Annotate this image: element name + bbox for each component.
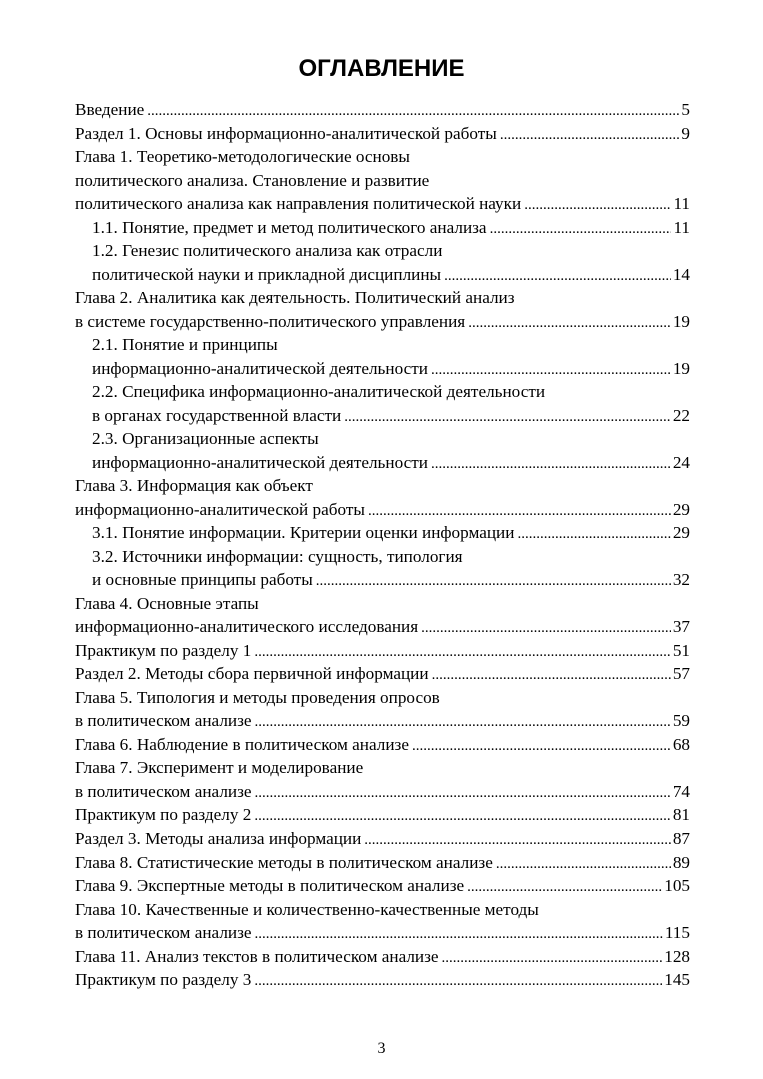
toc-page-number: 59 bbox=[672, 711, 690, 731]
dot-leader bbox=[432, 664, 671, 688]
toc-page-number: 11 bbox=[673, 194, 690, 214]
toc-entry-line: Глава 2. Аналитика как деятельность. Политический анализ bbox=[75, 288, 515, 308]
toc-entry[interactable] bbox=[75, 733, 690, 757]
toc-page-number: 22 bbox=[672, 405, 690, 425]
toc-entry[interactable] bbox=[75, 592, 690, 639]
toc-entry-title: Глава 8. Статистические методы в политическом анализе bbox=[75, 852, 493, 872]
dot-leader bbox=[344, 406, 671, 430]
toc-entry-title: Раздел 3. Методы анализа информации bbox=[75, 828, 362, 848]
toc-page-number: 89 bbox=[672, 852, 690, 872]
toc-page-number: 87 bbox=[672, 828, 690, 848]
toc-page-number: 9 bbox=[681, 123, 690, 143]
toc-entry-title: информационно-аналитической деятельности bbox=[92, 358, 428, 378]
toc-entry-line: 2.1. Понятие и принципы bbox=[92, 335, 278, 355]
toc-entry-title: в политическом анализе bbox=[75, 711, 252, 731]
dot-leader bbox=[316, 570, 671, 594]
toc-page-number: 24 bbox=[672, 452, 690, 472]
toc-page-number: 5 bbox=[681, 100, 690, 119]
toc-entry-line: Глава 1. Теоретико-методологические основы bbox=[75, 147, 410, 167]
toc-entry-title: и основные принципы работы bbox=[92, 570, 313, 590]
toc-page-number: 29 bbox=[672, 499, 690, 519]
toc-entry[interactable] bbox=[75, 333, 690, 380]
toc-page-number: 32 bbox=[672, 570, 690, 590]
toc-entry[interactable] bbox=[75, 98, 690, 122]
dot-leader bbox=[364, 829, 671, 853]
toc-entry-title: 3.1. Понятие информации. Критерии оценки информации bbox=[92, 523, 515, 543]
toc-entry[interactable] bbox=[75, 662, 690, 686]
toc-entry-title: Глава 6. Наблюдение в политическом анализе bbox=[75, 734, 409, 754]
toc-entry[interactable] bbox=[75, 474, 690, 521]
dot-leader bbox=[490, 218, 672, 242]
toc-page-number: 115 bbox=[664, 923, 690, 943]
toc-entry-line: Глава 7. Эксперимент и моделирование bbox=[75, 758, 364, 778]
toc-entry-line: 1.2. Генезис политического анализа как отрасли bbox=[92, 241, 443, 261]
toc-page-number: 74 bbox=[672, 781, 690, 801]
toc-entry-line: 2.3. Организационные аспекты bbox=[92, 429, 319, 449]
dot-leader bbox=[421, 617, 671, 641]
dot-leader bbox=[255, 782, 671, 806]
dot-leader bbox=[500, 124, 680, 148]
toc-page-number: 128 bbox=[664, 946, 690, 966]
toc-entry[interactable] bbox=[75, 380, 690, 427]
toc-page-number: 145 bbox=[664, 970, 690, 990]
dot-leader bbox=[147, 100, 679, 124]
dot-leader bbox=[254, 805, 670, 829]
toc-entry-title: в политическом анализе bbox=[75, 781, 252, 801]
toc-entry[interactable] bbox=[75, 545, 690, 592]
toc-page-number: 105 bbox=[664, 876, 690, 896]
toc-entry-title: политической науки и прикладной дисциплины bbox=[92, 264, 442, 284]
toc-entry-line: Глава 3. Информация как объект bbox=[75, 476, 313, 496]
toc-entry[interactable] bbox=[75, 521, 690, 545]
toc-entry[interactable] bbox=[75, 216, 690, 240]
toc-entry-title: информационно-аналитической работы bbox=[75, 499, 365, 519]
dot-leader bbox=[412, 735, 671, 759]
toc-entry-title: 1.1. Понятие, предмет и метод политического анализа bbox=[92, 217, 487, 237]
toc-page-number: 29 bbox=[672, 523, 690, 543]
toc-entry[interactable] bbox=[75, 803, 690, 827]
toc-entry[interactable] bbox=[75, 639, 690, 663]
toc-entry-title: Практикум по разделу 3 bbox=[75, 970, 252, 990]
dot-leader bbox=[468, 312, 671, 336]
toc-entry-line: 3.2. Источники информации: сущность, типология bbox=[92, 546, 463, 566]
toc-page-number: 19 bbox=[672, 311, 690, 331]
toc-entry-title: Практикум по разделу 1 bbox=[75, 640, 252, 660]
toc-entry-title: Глава 11. Анализ текстов в политическом анализе bbox=[75, 946, 439, 966]
toc-entry-line: Глава 5. Типология и методы проведения опросов bbox=[75, 687, 440, 707]
toc-page-number: 68 bbox=[672, 734, 690, 754]
dot-leader bbox=[255, 711, 671, 735]
toc-entry[interactable] bbox=[75, 945, 690, 969]
table-of-contents bbox=[75, 98, 690, 992]
toc-entry[interactable] bbox=[75, 286, 690, 333]
dot-leader bbox=[442, 947, 663, 971]
toc-entry-title: политического анализа как направления политической науки bbox=[75, 194, 522, 214]
toc-entry[interactable] bbox=[75, 968, 690, 992]
toc-entry-line: Глава 4. Основные этапы bbox=[75, 593, 259, 613]
toc-entry[interactable] bbox=[75, 145, 690, 216]
toc-entry[interactable] bbox=[75, 239, 690, 286]
toc-entry-title: в системе государственно-политического управления bbox=[75, 311, 466, 331]
page-title: ОГЛАВЛЕНИЕ bbox=[298, 55, 465, 82]
page-number: 3 bbox=[377, 1040, 386, 1057]
toc-entry[interactable] bbox=[75, 874, 690, 898]
toc-entry-line: Глава 10. Качественные и количественно-качественные методы bbox=[75, 899, 539, 919]
toc-entry[interactable] bbox=[75, 122, 690, 146]
dot-leader bbox=[496, 853, 671, 877]
toc-entry-title: в органах государственной власти bbox=[92, 405, 342, 425]
dot-leader bbox=[517, 523, 670, 547]
dot-leader bbox=[467, 876, 662, 900]
toc-entry-title: Введение bbox=[75, 100, 145, 119]
toc-entry-title: Глава 9. Экспертные методы в политическом анализе bbox=[75, 876, 465, 896]
dot-leader bbox=[431, 359, 671, 383]
toc-page-number: 14 bbox=[672, 264, 690, 284]
toc-page-number: 19 bbox=[672, 358, 690, 378]
toc-entry-title: Практикум по разделу 2 bbox=[75, 805, 252, 825]
toc-entry[interactable] bbox=[75, 851, 690, 875]
dot-leader bbox=[444, 265, 671, 289]
dot-leader bbox=[254, 970, 662, 994]
toc-entry[interactable] bbox=[75, 427, 690, 474]
dot-leader bbox=[255, 923, 663, 947]
toc-page-number: 81 bbox=[672, 805, 690, 825]
toc-entry-title: Раздел 1. Основы информационно-аналитической работы bbox=[75, 123, 497, 143]
dot-leader bbox=[431, 453, 671, 477]
toc-page-number: 51 bbox=[672, 640, 690, 660]
dot-leader bbox=[368, 500, 671, 524]
toc-entry[interactable] bbox=[75, 898, 690, 945]
toc-entry[interactable] bbox=[75, 686, 690, 733]
toc-page-number: 37 bbox=[672, 617, 690, 637]
toc-entry-title: информационно-аналитической деятельности bbox=[92, 452, 428, 472]
toc-entry-line: политического анализа. Становление и развитие bbox=[75, 170, 430, 190]
dot-leader bbox=[254, 641, 670, 665]
toc-entry[interactable] bbox=[75, 827, 690, 851]
toc-page-number: 57 bbox=[672, 664, 690, 684]
toc-entry-title: информационно-аналитического исследования bbox=[75, 617, 419, 637]
toc-entry-title: в политическом анализе bbox=[75, 923, 252, 943]
toc-entry[interactable] bbox=[75, 756, 690, 803]
toc-page-number: 11 bbox=[673, 217, 690, 237]
toc-entry-title: Раздел 2. Методы сбора первичной информации bbox=[75, 664, 429, 684]
toc-entry-line: 2.2. Специфика информационно-аналитической деятельности bbox=[92, 382, 546, 402]
dot-leader bbox=[524, 194, 671, 218]
